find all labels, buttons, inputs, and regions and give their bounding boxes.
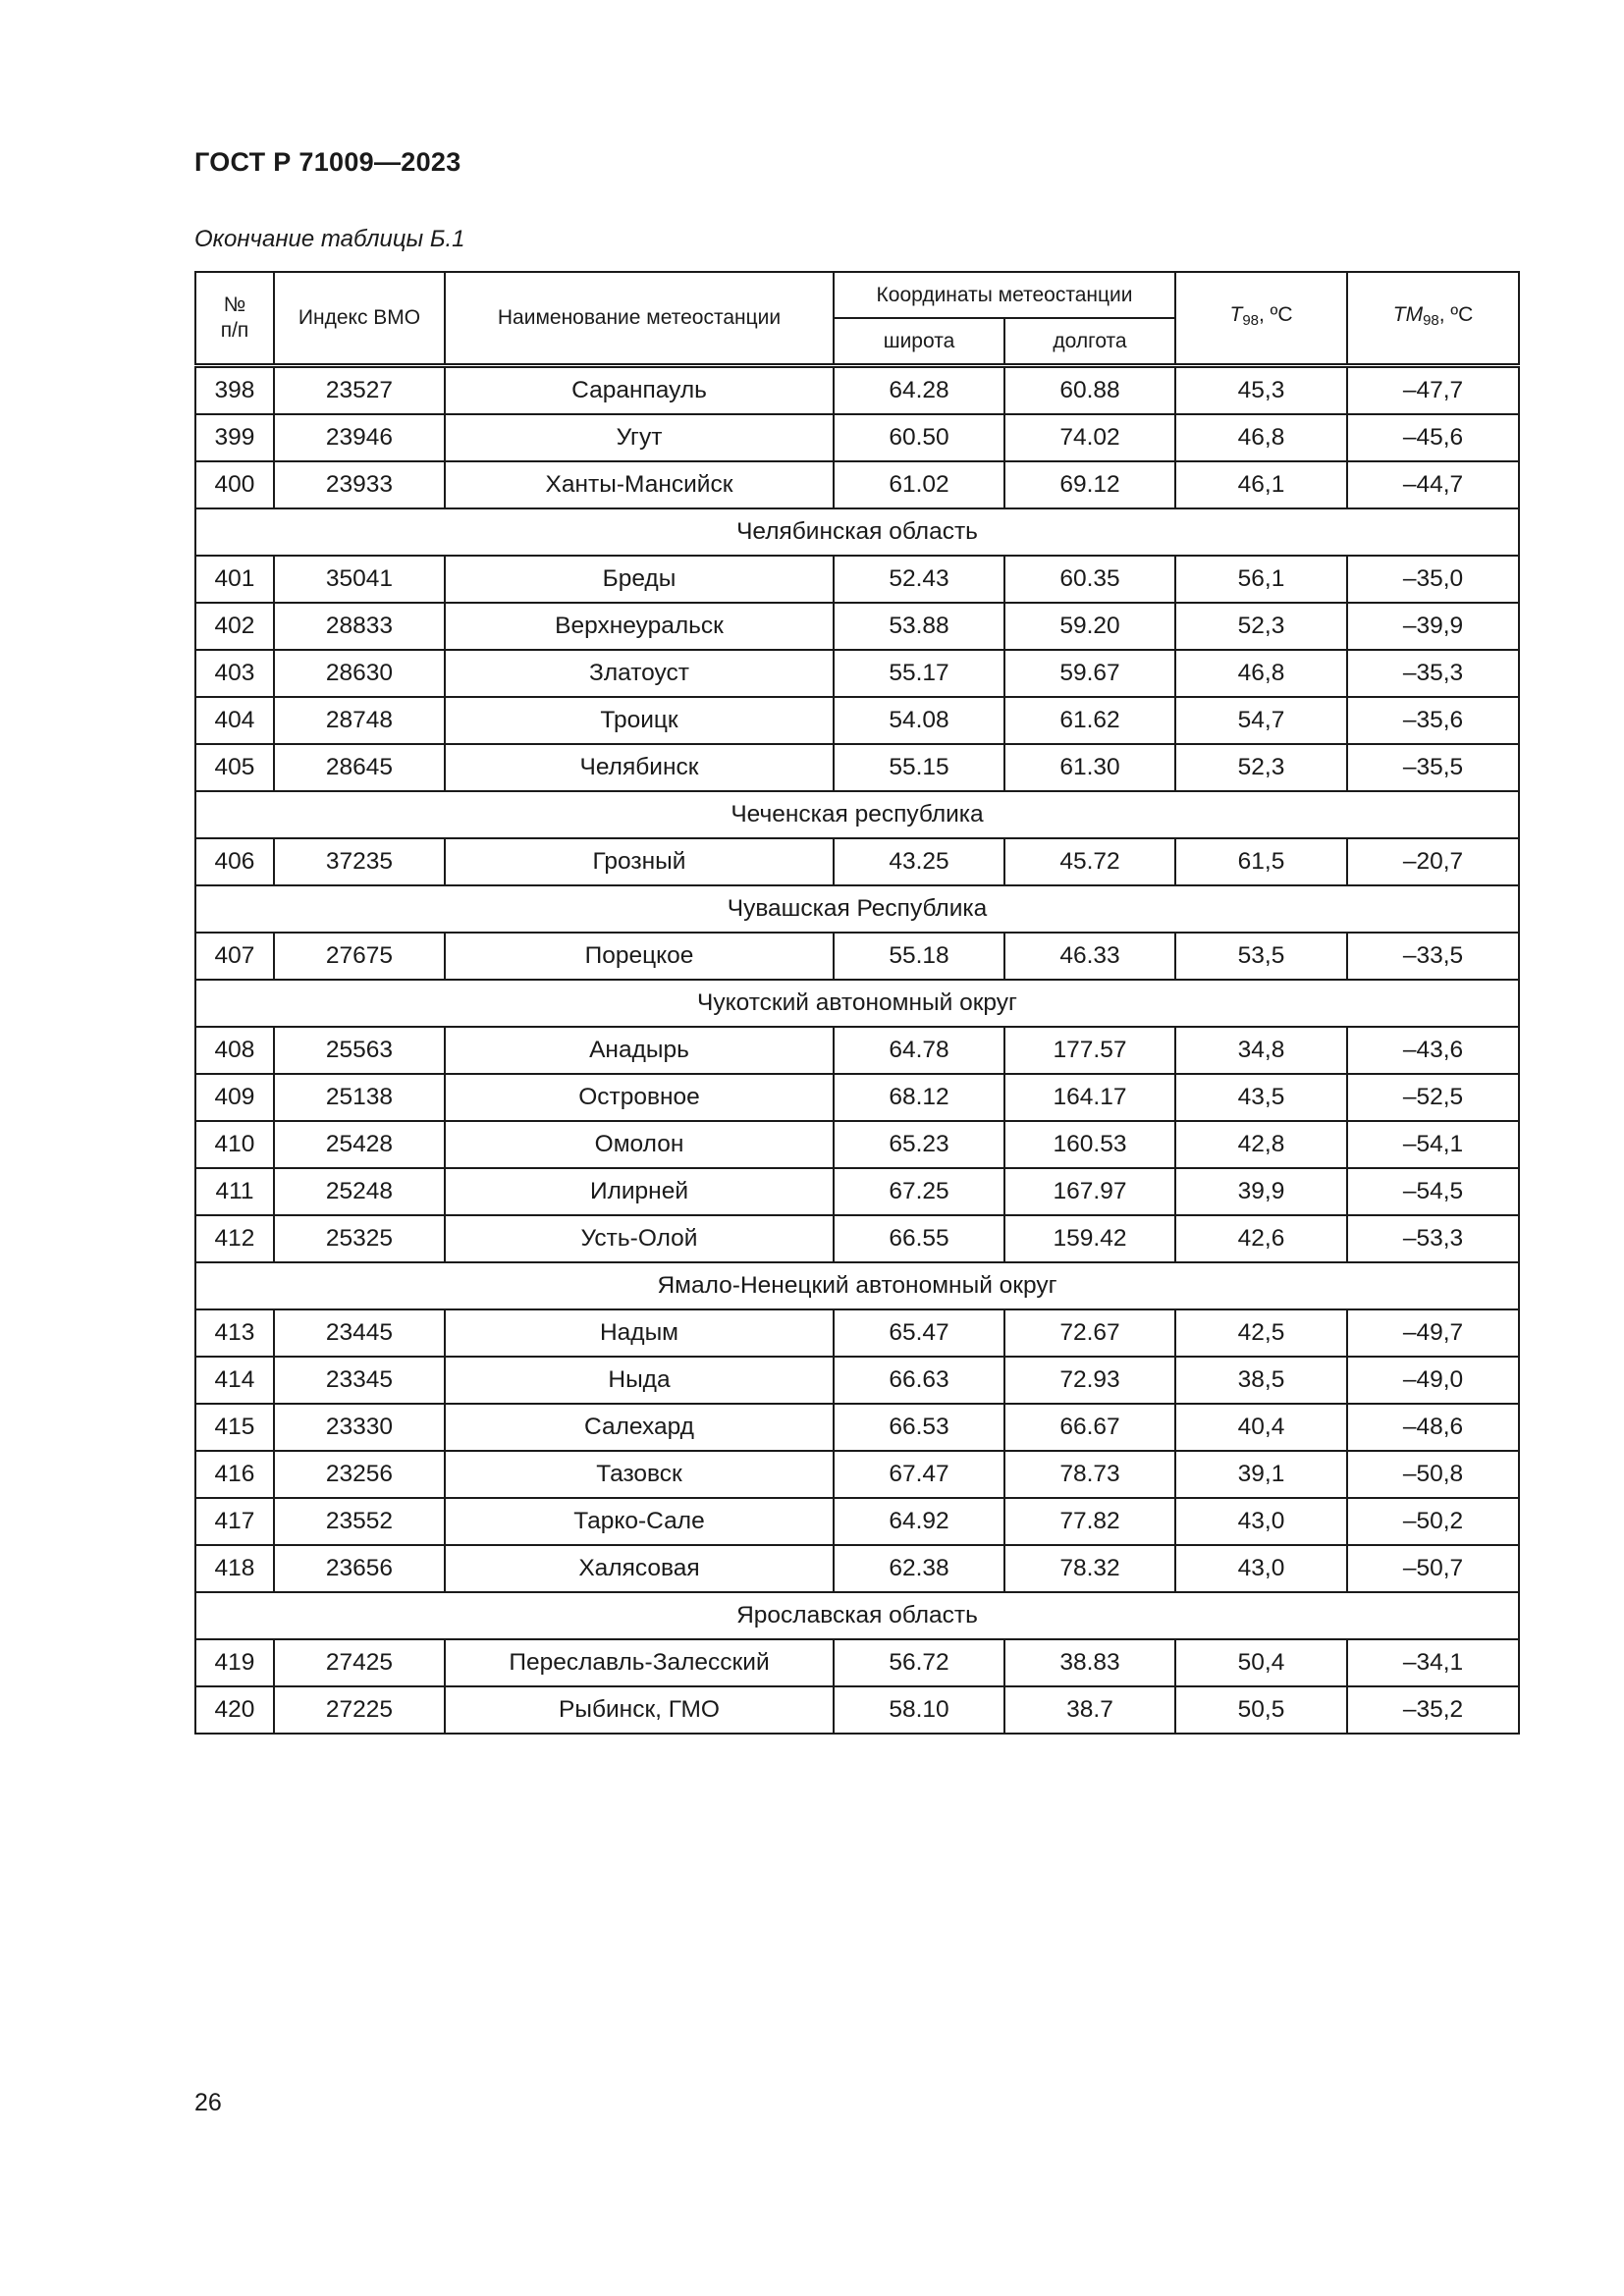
table-row (195, 1686, 1519, 1734)
header-wmo-index: Индекс ВМО (274, 272, 445, 366)
cell-tm98: –43,6 (1347, 1027, 1519, 1074)
cell-longitude: 59.67 (1004, 650, 1175, 697)
table-row (195, 1074, 1519, 1121)
cell-t98: 42,6 (1175, 1215, 1347, 1262)
cell-wmo-index: 28630 (274, 650, 445, 697)
cell-num: 420 (195, 1686, 274, 1734)
cell-tm98: –34,1 (1347, 1639, 1519, 1686)
cell-latitude: 56.72 (834, 1639, 1004, 1686)
table-row (195, 838, 1519, 885)
header-station-name: Наименование метеостанции (445, 272, 834, 366)
table-row (195, 744, 1519, 791)
cell-wmo-index: 37235 (274, 838, 445, 885)
cell-num: 407 (195, 933, 274, 980)
cell-num: 398 (195, 366, 274, 415)
cell-t98: 52,3 (1175, 744, 1347, 791)
cell-num: 402 (195, 603, 274, 650)
table-row (195, 1639, 1519, 1686)
cell-longitude: 72.67 (1004, 1309, 1175, 1357)
cell-latitude: 58.10 (834, 1686, 1004, 1734)
cell-t98: 43,0 (1175, 1498, 1347, 1545)
cell-station-name: Тазовск (445, 1451, 834, 1498)
table-row (195, 1027, 1519, 1074)
cell-t98: 54,7 (1175, 697, 1347, 744)
table-row (195, 366, 1519, 415)
region-row (195, 791, 1519, 838)
document-code: ГОСТ Р 71009—2023 (194, 147, 461, 177)
cell-t98: 38,5 (1175, 1357, 1347, 1404)
cell-wmo-index: 23527 (274, 366, 445, 415)
cell-num: 410 (195, 1121, 274, 1168)
cell-station-name: Ханты-Мансийск (445, 461, 834, 508)
table-row (195, 414, 1519, 461)
table-body (195, 366, 1519, 1735)
region-name: Чувашская Республика (195, 885, 1519, 933)
cell-num: 418 (195, 1545, 274, 1592)
cell-t98: 46,8 (1175, 414, 1347, 461)
cell-latitude: 65.23 (834, 1121, 1004, 1168)
region-name: Чукотский автономный округ (195, 980, 1519, 1027)
cell-t98: 34,8 (1175, 1027, 1347, 1074)
header-longitude: долгота (1004, 318, 1175, 366)
cell-num: 414 (195, 1357, 274, 1404)
header-latitude: широта (834, 318, 1004, 366)
cell-station-name: Островное (445, 1074, 834, 1121)
cell-wmo-index: 23552 (274, 1498, 445, 1545)
cell-num: 416 (195, 1451, 274, 1498)
cell-tm98: –45,6 (1347, 414, 1519, 461)
cell-wmo-index: 25248 (274, 1168, 445, 1215)
table-header (195, 272, 1519, 366)
table-row (195, 1498, 1519, 1545)
cell-wmo-index: 23946 (274, 414, 445, 461)
cell-latitude: 55.15 (834, 744, 1004, 791)
table-row (195, 1404, 1519, 1451)
cell-num: 419 (195, 1639, 274, 1686)
cell-longitude: 38.7 (1004, 1686, 1175, 1734)
cell-station-name: Грозный (445, 838, 834, 885)
header-tm98-subscript: 98 (1423, 312, 1439, 329)
cell-longitude: 74.02 (1004, 414, 1175, 461)
header-t98-subscript: 98 (1242, 312, 1260, 329)
stations-table (194, 271, 1520, 1735)
cell-t98: 53,5 (1175, 933, 1347, 980)
cell-wmo-index: 23256 (274, 1451, 445, 1498)
cell-station-name: Салехард (445, 1404, 834, 1451)
cell-t98: 50,4 (1175, 1639, 1347, 1686)
region-name: Чеченская республика (195, 791, 1519, 838)
cell-tm98: –33,5 (1347, 933, 1519, 980)
cell-latitude: 60.50 (834, 414, 1004, 461)
cell-longitude: 164.17 (1004, 1074, 1175, 1121)
cell-station-name: Ныда (445, 1357, 834, 1404)
cell-station-name: Рыбинск, ГМО (445, 1686, 834, 1734)
cell-latitude: 43.25 (834, 838, 1004, 885)
region-row (195, 980, 1519, 1027)
cell-tm98: –50,2 (1347, 1498, 1519, 1545)
cell-station-name: Порецкое (445, 933, 834, 980)
cell-latitude: 53.88 (834, 603, 1004, 650)
header-num-line1: № (223, 294, 246, 316)
cell-num: 406 (195, 838, 274, 885)
header-coords: Координаты метеостанции (834, 272, 1175, 318)
cell-station-name: Усть-Олой (445, 1215, 834, 1262)
cell-latitude: 67.47 (834, 1451, 1004, 1498)
cell-t98: 56,1 (1175, 556, 1347, 603)
page-number: 26 (194, 2089, 222, 2116)
region-row (195, 508, 1519, 556)
cell-longitude: 167.97 (1004, 1168, 1175, 1215)
cell-num: 404 (195, 697, 274, 744)
cell-wmo-index: 23330 (274, 1404, 445, 1451)
cell-longitude: 69.12 (1004, 461, 1175, 508)
header-tm98 (1347, 272, 1519, 366)
cell-t98: 39,1 (1175, 1451, 1347, 1498)
table-row (195, 461, 1519, 508)
cell-latitude: 61.02 (834, 461, 1004, 508)
cell-num: 413 (195, 1309, 274, 1357)
cell-longitude: 61.30 (1004, 744, 1175, 791)
cell-wmo-index: 23656 (274, 1545, 445, 1592)
cell-longitude: 160.53 (1004, 1121, 1175, 1168)
table-row (195, 650, 1519, 697)
cell-station-name: Челябинск (445, 744, 834, 791)
table-row (195, 1215, 1519, 1262)
cell-latitude: 66.55 (834, 1215, 1004, 1262)
header-tm98-symbol: TM (1392, 303, 1424, 326)
cell-num: 408 (195, 1027, 274, 1074)
cell-station-name: Илирней (445, 1168, 834, 1215)
cell-t98: 61,5 (1175, 838, 1347, 885)
cell-num: 411 (195, 1168, 274, 1215)
cell-num: 405 (195, 744, 274, 791)
cell-longitude: 45.72 (1004, 838, 1175, 885)
cell-wmo-index: 35041 (274, 556, 445, 603)
cell-station-name: Верхнеуральск (445, 603, 834, 650)
cell-tm98: –20,7 (1347, 838, 1519, 885)
cell-longitude: 77.82 (1004, 1498, 1175, 1545)
cell-wmo-index: 28748 (274, 697, 445, 744)
cell-t98: 42,5 (1175, 1309, 1347, 1357)
header-tm98-unit: , ºС (1438, 303, 1474, 326)
cell-station-name: Переславль-Залесский (445, 1639, 834, 1686)
cell-longitude: 59.20 (1004, 603, 1175, 650)
region-row (195, 1592, 1519, 1639)
region-name: Челябинская область (195, 508, 1519, 556)
cell-latitude: 68.12 (834, 1074, 1004, 1121)
cell-longitude: 78.32 (1004, 1545, 1175, 1592)
cell-tm98: –50,8 (1347, 1451, 1519, 1498)
cell-t98: 43,5 (1175, 1074, 1347, 1121)
cell-latitude: 64.78 (834, 1027, 1004, 1074)
cell-t98: 52,3 (1175, 603, 1347, 650)
cell-latitude: 52.43 (834, 556, 1004, 603)
header-num-line2: п/п (220, 319, 249, 342)
cell-tm98: –44,7 (1347, 461, 1519, 508)
cell-wmo-index: 23933 (274, 461, 445, 508)
cell-wmo-index: 27675 (274, 933, 445, 980)
cell-station-name: Саранпауль (445, 366, 834, 415)
cell-t98: 46,1 (1175, 461, 1347, 508)
header-t98-unit: , ºС (1259, 303, 1293, 326)
region-row (195, 1262, 1519, 1309)
table-row (195, 697, 1519, 744)
cell-num: 399 (195, 414, 274, 461)
region-name: Ямало-Ненецкий автономный округ (195, 1262, 1519, 1309)
cell-t98: 45,3 (1175, 366, 1347, 415)
cell-tm98: –48,6 (1347, 1404, 1519, 1451)
cell-longitude: 159.42 (1004, 1215, 1175, 1262)
cell-longitude: 177.57 (1004, 1027, 1175, 1074)
cell-latitude: 64.28 (834, 366, 1004, 415)
table-row (195, 1357, 1519, 1404)
cell-num: 401 (195, 556, 274, 603)
cell-wmo-index: 25428 (274, 1121, 445, 1168)
cell-tm98: –52,5 (1347, 1074, 1519, 1121)
cell-wmo-index: 28833 (274, 603, 445, 650)
cell-tm98: –39,9 (1347, 603, 1519, 650)
cell-latitude: 64.92 (834, 1498, 1004, 1545)
region-name: Ярославская область (195, 1592, 1519, 1639)
cell-longitude: 61.62 (1004, 697, 1175, 744)
cell-tm98: –35,5 (1347, 744, 1519, 791)
cell-tm98: –35,6 (1347, 697, 1519, 744)
cell-wmo-index: 27225 (274, 1686, 445, 1734)
cell-num: 403 (195, 650, 274, 697)
table-row (195, 603, 1519, 650)
cell-latitude: 55.18 (834, 933, 1004, 980)
cell-longitude: 78.73 (1004, 1451, 1175, 1498)
header-t98 (1175, 272, 1347, 366)
cell-longitude: 60.88 (1004, 366, 1175, 415)
cell-wmo-index: 27425 (274, 1639, 445, 1686)
cell-t98: 46,8 (1175, 650, 1347, 697)
cell-station-name: Омолон (445, 1121, 834, 1168)
cell-wmo-index: 23445 (274, 1309, 445, 1357)
cell-latitude: 66.53 (834, 1404, 1004, 1451)
cell-latitude: 54.08 (834, 697, 1004, 744)
cell-num: 412 (195, 1215, 274, 1262)
cell-longitude: 38.83 (1004, 1639, 1175, 1686)
cell-station-name: Бреды (445, 556, 834, 603)
cell-wmo-index: 25325 (274, 1215, 445, 1262)
cell-longitude: 72.93 (1004, 1357, 1175, 1404)
cell-tm98: –35,0 (1347, 556, 1519, 603)
cell-wmo-index: 25563 (274, 1027, 445, 1074)
cell-tm98: –49,7 (1347, 1309, 1519, 1357)
cell-t98: 50,5 (1175, 1686, 1347, 1734)
cell-station-name: Анадырь (445, 1027, 834, 1074)
cell-tm98: –54,1 (1347, 1121, 1519, 1168)
table-row (195, 1309, 1519, 1357)
cell-station-name: Угут (445, 414, 834, 461)
cell-tm98: –35,2 (1347, 1686, 1519, 1734)
cell-wmo-index: 28645 (274, 744, 445, 791)
table-row (195, 556, 1519, 603)
cell-num: 409 (195, 1074, 274, 1121)
cell-latitude: 55.17 (834, 650, 1004, 697)
cell-station-name: Тарко-Сале (445, 1498, 834, 1545)
cell-t98: 40,4 (1175, 1404, 1347, 1451)
cell-tm98: –50,7 (1347, 1545, 1519, 1592)
cell-station-name: Златоуст (445, 650, 834, 697)
table-row (195, 1121, 1519, 1168)
table-row (195, 1168, 1519, 1215)
cell-tm98: –35,3 (1347, 650, 1519, 697)
cell-num: 415 (195, 1404, 274, 1451)
cell-longitude: 66.67 (1004, 1404, 1175, 1451)
cell-latitude: 62.38 (834, 1545, 1004, 1592)
cell-wmo-index: 25138 (274, 1074, 445, 1121)
table-row (195, 1545, 1519, 1592)
cell-latitude: 65.47 (834, 1309, 1004, 1357)
cell-num: 400 (195, 461, 274, 508)
table-caption: Окончание таблицы Б.1 (194, 226, 465, 252)
cell-latitude: 66.63 (834, 1357, 1004, 1404)
cell-longitude: 60.35 (1004, 556, 1175, 603)
table-row (195, 1451, 1519, 1498)
cell-num: 417 (195, 1498, 274, 1545)
header-num (195, 272, 274, 366)
cell-station-name: Халясовая (445, 1545, 834, 1592)
cell-tm98: –53,3 (1347, 1215, 1519, 1262)
cell-tm98: –49,0 (1347, 1357, 1519, 1404)
cell-station-name: Надым (445, 1309, 834, 1357)
cell-longitude: 46.33 (1004, 933, 1175, 980)
cell-t98: 39,9 (1175, 1168, 1347, 1215)
cell-t98: 42,8 (1175, 1121, 1347, 1168)
region-row (195, 885, 1519, 933)
cell-wmo-index: 23345 (274, 1357, 445, 1404)
cell-tm98: –47,7 (1347, 366, 1519, 415)
header-t98-symbol: T (1229, 303, 1243, 326)
cell-station-name: Троицк (445, 697, 834, 744)
cell-tm98: –54,5 (1347, 1168, 1519, 1215)
cell-t98: 43,0 (1175, 1545, 1347, 1592)
table-row (195, 933, 1519, 980)
cell-latitude: 67.25 (834, 1168, 1004, 1215)
